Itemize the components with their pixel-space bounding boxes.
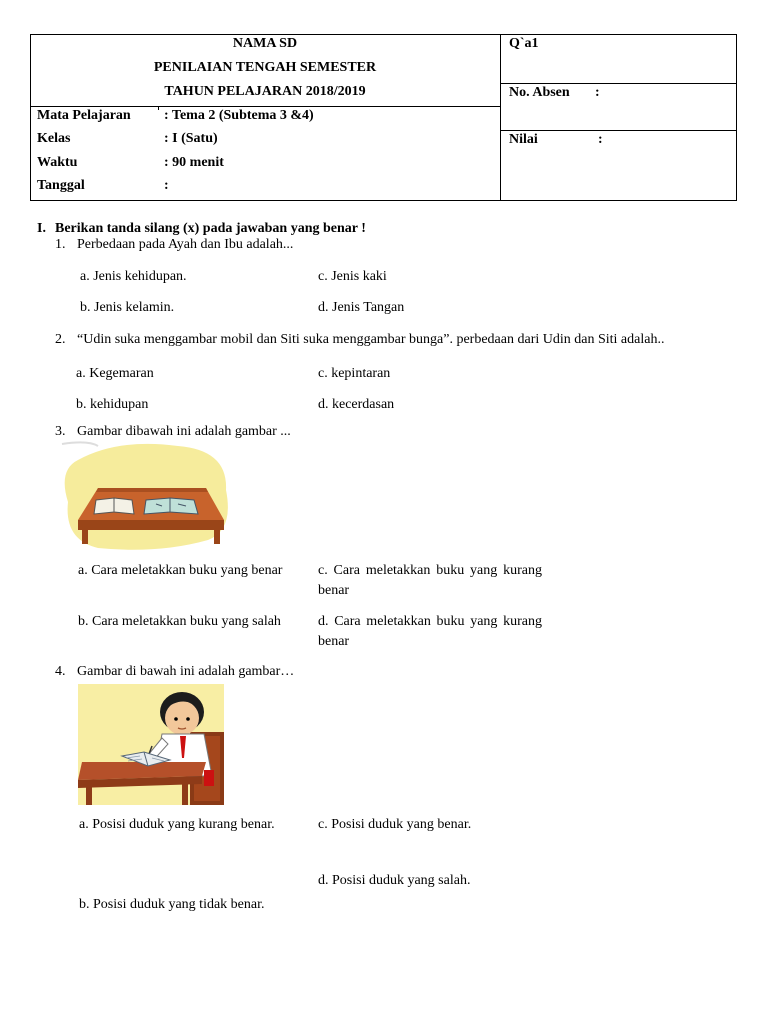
question-4-option-d[interactable]: d. Posisi duduk yang salah. (318, 873, 471, 888)
question-1-option-a[interactable]: a. Jenis kehidupan. (80, 269, 187, 284)
question-2-option-c[interactable]: c. kepintaran (318, 366, 391, 381)
question-4-option-a[interactable]: a. Posisi duduk yang kurang benar. (79, 817, 275, 832)
question-2-option-b[interactable]: b. kehidupan (76, 397, 149, 412)
question-4-number: 4. (55, 664, 66, 679)
question-2-option-d[interactable]: d. kecerdasan (318, 397, 395, 412)
section-number: I. (37, 221, 46, 236)
school-name: NAMA SD (232, 36, 298, 51)
class-value: : I (Satu) (164, 131, 218, 146)
time-value: : 90 menit (164, 155, 224, 170)
books-on-table-image (58, 440, 238, 556)
question-3-text: Gambar dibawah ini adalah gambar ... (77, 424, 291, 439)
section-instruction: Berikan tanda silang (x) pada jawaban yang benar ! (55, 221, 366, 236)
date-value: : (164, 178, 169, 193)
time-label: Waktu (37, 155, 78, 170)
question-3-option-a[interactable]: a. Cara meletakkan buku yang benar (78, 563, 283, 578)
exam-code: Q`a1 (509, 36, 539, 51)
subject-value: : Tema 2 (Subtema 3 &4) (164, 108, 314, 123)
question-4-text: Gambar di bawah ini adalah gambar… (77, 664, 295, 679)
question-3-number: 3. (55, 424, 66, 439)
question-3-option-b[interactable]: b. Cara meletakkan buku yang salah (78, 614, 281, 629)
nilai-label: Nilai (509, 132, 538, 147)
question-4-option-c[interactable]: c. Posisi duduk yang benar. (318, 817, 472, 832)
question-1-option-d[interactable]: d. Jenis Tangan (318, 300, 405, 315)
question-3-option-d[interactable]: d. Cara meletakkan buku yang kurang benar (318, 614, 542, 649)
question-1-number: 1. (55, 237, 66, 252)
absen-colon: : (595, 85, 600, 100)
school-year: TAHUN PELAJARAN 2018/2019 (164, 84, 366, 99)
date-label: Tanggal (37, 178, 85, 193)
question-1-option-c[interactable]: c. Jenis kaki (318, 269, 387, 284)
absen-label: No. Absen (509, 85, 570, 100)
question-3-option-c[interactable]: c. Cara meletakkan buku yang kurang benar (318, 563, 542, 598)
student-writing-image (78, 684, 224, 805)
question-1-text: Perbedaan pada Ayah dan Ibu adalah... (77, 237, 294, 252)
question-2-text: “Udin suka menggambar mobil dan Siti suka menggambar bunga”. perbedaan dari Udin dan Siti adalah.. (77, 332, 665, 347)
nilai-colon: : (598, 132, 603, 147)
question-4-option-b[interactable]: b. Posisi duduk yang tidak benar. (79, 897, 265, 912)
class-label: Kelas (37, 131, 71, 146)
question-2-number: 2. (55, 332, 66, 347)
question-2-option-a[interactable]: a. Kegemaran (76, 366, 154, 381)
exam-title: PENILAIAN TENGAH SEMESTER (153, 60, 377, 75)
question-1-option-b[interactable]: b. Jenis kelamin. (80, 300, 175, 315)
subject-label: Mata Pelajaran (37, 108, 131, 123)
